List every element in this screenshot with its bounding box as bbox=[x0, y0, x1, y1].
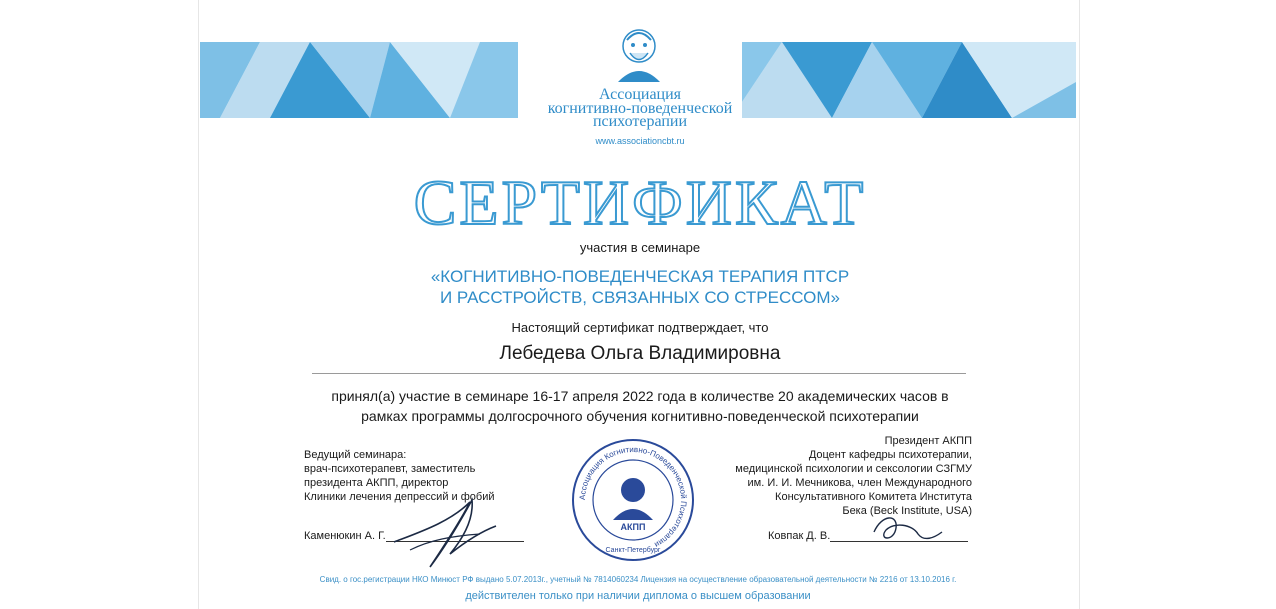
left-signatory-line4: Клиники лечения депрессий и фобий bbox=[304, 491, 495, 503]
name-underline bbox=[312, 373, 966, 374]
logo-association-line3: психотерапии bbox=[592, 113, 688, 130]
participant-name: Лебедева Ольга Владимировна bbox=[499, 343, 781, 364]
right-signatory-line1: Президент АКПП bbox=[884, 435, 972, 447]
decorative-band-right bbox=[742, 42, 1076, 118]
left-signatory-line2: врач-психотерапевт, заместитель bbox=[304, 463, 476, 475]
decorative-band-left bbox=[200, 42, 518, 118]
participation-text-line1: принял(а) участие в семинаре 16-17 апреля 2022 года в количестве 20 академических часов в bbox=[331, 388, 949, 404]
right-signatory-line5: Консультативного Комитета Института bbox=[775, 491, 972, 503]
confirmation-text: Настоящий сертификат подтверждает, что bbox=[511, 320, 769, 335]
organization-seal bbox=[568, 438, 698, 562]
registration-footer: Свид. о гос.регистрации НКО Минюст РФ выдано 5.07.2013г., учетный № 7814060234 Лицензия на осуществление образовательной деятельности № 2216 от 13.10.2016 г. bbox=[319, 575, 957, 584]
right-signatory-line6: Бека (Beck Institute, USA) bbox=[842, 505, 972, 517]
seal-city-text: Санкт-Петербург bbox=[605, 547, 661, 554]
left-handwritten-signature bbox=[390, 492, 500, 572]
participation-text bbox=[300, 386, 980, 426]
seal-ring-text: Ассоциация Когнитивно-Поведенческой Психотерапии bbox=[577, 444, 689, 550]
seal-center-text: АКПП bbox=[620, 522, 646, 532]
certificate-title: СЕРТИФИКАТ bbox=[413, 167, 867, 238]
seminar-title-line2: И РАССТРОЙСТВ, СВЯЗАННЫХ СО СТРЕССОМ» bbox=[439, 288, 840, 307]
left-signatory-line1: Ведущий семинара: bbox=[304, 449, 407, 461]
right-signatory-line3: медицинской психологии и сексологии СЗГМУ bbox=[735, 463, 972, 475]
right-signatory-line4: им. И. И. Мечникова, член Международного bbox=[747, 477, 972, 489]
founder-portrait-logo bbox=[612, 24, 666, 82]
right-signatory-name: Ковпак Д. В. bbox=[768, 530, 831, 542]
validity-footer: действителен только при наличии диплома о высшем образовании bbox=[465, 590, 811, 602]
right-signatory-line2: Доцент кафедры психотерапии, bbox=[808, 449, 972, 461]
right-signatory-title bbox=[700, 434, 972, 518]
seminar-title-line1: «КОГНИТИВНО-ПОВЕДЕНЧЕСКАЯ ТЕРАПИЯ ПТСР bbox=[430, 267, 850, 286]
seminar-title bbox=[340, 266, 940, 308]
website-link[interactable]: www.associationcbt.ru bbox=[595, 136, 685, 146]
left-signatory-name: Каменюкин А. Г. bbox=[304, 530, 386, 542]
logo-association-line2: когнитивно-поведенческой bbox=[547, 100, 733, 117]
right-handwritten-signature bbox=[868, 508, 948, 548]
certificate-subtitle: участия в семинаре bbox=[579, 240, 701, 255]
left-signatory-line3: президента АКПП, директор bbox=[304, 477, 449, 489]
participation-text-line2: рамках программы долгосрочного обучения когнитивно-поведенческой психотерапии bbox=[361, 408, 919, 424]
logo-association-line1: Ассоциация bbox=[598, 86, 682, 103]
